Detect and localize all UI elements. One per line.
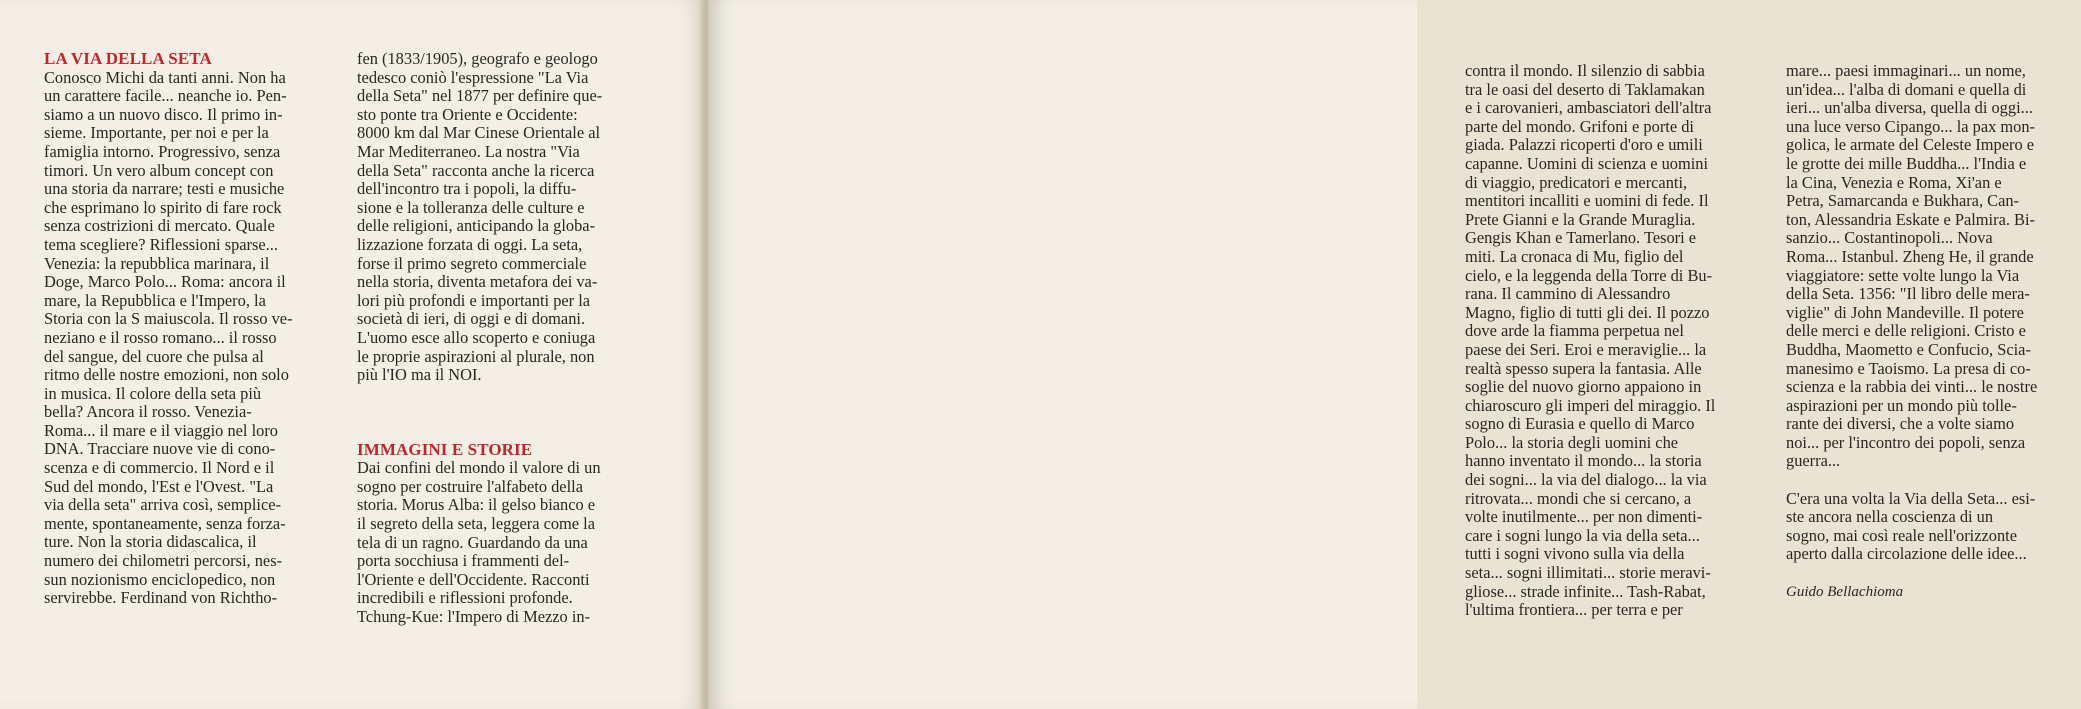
text-line: ieri... un'alba diversa, quella di oggi... [1786, 98, 2033, 118]
text-line: hanno inventato il mondo... la storia [1465, 451, 1702, 471]
left-page [0, 0, 706, 709]
text-line: Doge, Marco Polo... Roma: ancora il [44, 272, 286, 292]
text-line: famiglia intorno. Progressivo, senza [44, 141, 281, 161]
section-heading-via-della-seta: LA VIA DELLA SETA [44, 49, 212, 68]
text-line: incredibili e riflessioni profonde. [357, 588, 573, 608]
text-line: un carattere facile... neanche io. Pen- [44, 86, 287, 106]
text-line: capanne. Uomini di scienza e uomini [1465, 153, 1709, 173]
text-line: ste ancora nella coscienza di un [1786, 507, 1994, 527]
text-line: storia. Morus Alba: il gelso bianco e [357, 495, 596, 515]
author-signature: Guido Bellachioma [1786, 583, 1904, 600]
text-line: Sud del mondo, l'Est e l'Ovest. "La [44, 476, 274, 496]
text-line: golica, le armate del Celeste Impero e [1786, 135, 2035, 155]
text-line: una storia da narrare; testi e musiche [44, 179, 285, 199]
text-line: miti. La cronaca di Mu, figlio del [1465, 246, 1684, 266]
text-line: ritrovata... mondi che si cercano, a [1465, 488, 1692, 508]
text-line: l'ultima frontiera... per terra e per [1465, 600, 1683, 620]
text-line: nella storia, diventa metafora dei va- [357, 272, 598, 292]
text-line: viglie" di John Mandeville. Il potere [1786, 302, 2024, 322]
text-line: dei sogni... la via del dialogo... la via [1465, 470, 1707, 490]
text-line: aspirazioni per un mondo più tolle- [1786, 395, 2017, 415]
text-line: siamo a un nuovo disco. Il primo in- [44, 104, 283, 124]
text-line: Magno, figlio di tutti gli dei. Il pozzo [1465, 302, 1710, 322]
text-line: gliose... strade infinite... Tash-Rabat, [1465, 581, 1706, 601]
text-line: le proprie aspirazioni al plurale, non [357, 346, 595, 366]
text-line: timori. Un vero album concept con [44, 160, 274, 180]
text-line: della Seta" racconta anche la ricerca [357, 160, 595, 180]
text-line: sieme. Importante, per noi e per la [44, 123, 269, 143]
text-line: rante dei diversi, che a volte siamo [1786, 414, 2015, 434]
text-line: paese dei Seri. Eroi e meraviglie... la [1465, 339, 1707, 359]
text-line: della Seta" nel 1877 per definire que- [357, 86, 603, 106]
text-line: Dai confini del mondo il valore di un [357, 458, 601, 478]
text-line: lizzazione forzata di oggi. La seta, [357, 234, 583, 254]
column-2-text [357, 50, 649, 385]
column-2 [357, 50, 649, 627]
text-line: numero dei chilometri percorsi, nes- [44, 551, 283, 571]
text-line: dell'incontro tra i popoli, la diffu- [357, 179, 577, 199]
text-line: mente, spontaneamente, senza forza- [44, 513, 286, 533]
column-4-text [1786, 62, 2081, 471]
text-line: di viaggio, predicatori e mercanti, [1465, 172, 1688, 192]
text-line: scenza e di commercio. Il Nord e il [44, 458, 275, 478]
text-line: delle religioni, anticipando la globa- [357, 216, 596, 236]
text-line: Storia con la S maiuscola. Il rosso ve- [44, 309, 293, 329]
text-line: sogno di Eurasia e quello di Marco [1465, 414, 1695, 434]
text-line: volte inutilmente... per non dimenti- [1465, 507, 1703, 527]
text-line: bella? Ancora il rosso. Venezia- [44, 402, 252, 422]
text-line: viaggiatore: sette volte lungo la Via [1786, 265, 2020, 285]
text-line: manesimo e Taoismo. La presa di co- [1786, 358, 2031, 378]
text-line: porta socchiusa i frammenti del- [357, 551, 570, 571]
text-line: lori più profondi e importanti per la [357, 290, 591, 310]
text-line: scienza e la rabbia dei vinti... le nostre [1786, 377, 2038, 397]
spacer [1786, 471, 2081, 490]
text-line: care i sogni lungo la via della seta... [1465, 525, 1700, 545]
text-line: contra il mondo. Il silenzio di sabbia [1465, 61, 1705, 80]
text-line: sto ponte tra Oriente e Occidente: [357, 104, 578, 124]
text-line: Buddha, Maometto e Confucio, Scia- [1786, 339, 2031, 359]
text-line: aperto dalla circolazione delle idee... [1786, 544, 2027, 564]
text-line: Tchung-Kue: l'Impero di Mezzo in- [357, 607, 591, 627]
text-line: Roma... Istanbul. Zheng He, il grande [1786, 246, 2034, 266]
text-line: ritmo delle nostre emozioni, non solo [44, 365, 289, 385]
text-line: fen (1833/1905), geografo e geologo [357, 49, 598, 68]
spacer [357, 385, 649, 441]
text-line: DNA. Tracciare nuove vie di cono- [44, 439, 276, 459]
text-line: mentitori incalliti e uomini di fede. Il [1465, 191, 1709, 211]
text-line: sogno, mai così reale nell'orizzonte [1786, 525, 2017, 545]
spacer [1786, 564, 2081, 583]
column-4 [1786, 62, 2081, 601]
text-line: via della seta" arriva così, semplice- [44, 495, 281, 515]
text-line: Roma... il mare e il viaggio nel loro [44, 420, 278, 440]
text-line: C'era una volta la Via della Seta... esi- [1786, 488, 2036, 508]
text-line: guerra... [1786, 451, 1841, 471]
column-3-text [1465, 62, 1765, 620]
text-line: neziano e il rosso romano... il rosso [44, 327, 277, 347]
text-line: che esprimano lo spirito di fare rock [44, 197, 282, 217]
text-line: delle merci e delle religioni. Cristo e [1786, 321, 2026, 341]
text-line: ture. Non la storia didascalica, il [44, 532, 257, 552]
text-line: e i carovanieri, ambasciatori dell'altra [1465, 98, 1712, 118]
text-line: mare... paesi immaginari... un nome, [1786, 61, 2026, 80]
text-line: parte del mondo. Grifoni e porte di [1465, 116, 1694, 136]
text-line: chiaroscuro gli imperi del miraggio. Il [1465, 395, 1716, 415]
text-line: Mar Mediterraneo. La nostra "Via [357, 141, 580, 161]
text-line: una luce verso Cipango... la pax mon- [1786, 116, 2035, 136]
text-line: sun nozionismo enciclopedico, non [44, 569, 276, 589]
column-1-text [44, 69, 336, 608]
text-line: la Cina, Venezia e Roma, Xi'an e [1786, 172, 2002, 192]
text-line: sanzio... Costantinopoli... Nova [1786, 228, 1993, 248]
column-3 [1465, 62, 1765, 620]
text-line: società di ieri, di oggi e di domani. [357, 309, 586, 329]
text-line: Gengis Khan e Tamerlano. Tesori e [1465, 228, 1697, 248]
text-line: le grotte dei mille Buddha... l'India e [1786, 153, 2027, 173]
text-line: Petra, Samarcanda e Bukhara, Can- [1786, 191, 2020, 211]
text-line: il segreto della seta, leggera come la [357, 514, 596, 534]
text-line: sione e la tolleranza delle culture e [357, 197, 585, 217]
text-line: in musica. Il colore della seta più [44, 383, 262, 403]
text-line: della Seta. 1356: "Il libro delle mera- [1786, 284, 2030, 304]
text-line: sogno per costruire l'alfabeto della [357, 476, 583, 496]
text-line: Venezia: la repubblica marinara, il [44, 253, 270, 273]
text-line: Conosco Michi da tanti anni. Non ha [44, 67, 286, 87]
text-line: mare, la Repubblica e l'Impero, la [44, 290, 266, 310]
text-line: tela di un ragno. Guardando da una [357, 532, 588, 552]
text-line: tutti i sogni vivono sulla via della [1465, 544, 1685, 564]
text-line: 8000 km dal Mar Cinese Orientale al [357, 123, 601, 143]
right-page [708, 0, 2038, 709]
text-line: tedesco coniò l'espressione "La Via [357, 67, 589, 87]
text-line: rana. Il cammino di Alessandro [1465, 284, 1671, 304]
text-line: l'Oriente e dell'Occidente. Racconti [357, 569, 590, 589]
text-line: Prete Gianni e la Grande Muraglia. [1465, 209, 1696, 229]
text-line: L'uomo esce allo scoperto e coniuga [357, 327, 596, 347]
text-line: soglie del nuovo giorno appaiono in [1465, 377, 1702, 397]
text-line: tra le oasi del deserto di Taklamakan [1465, 79, 1705, 99]
text-line: ton, Alessandria Eskate e Palmira. Bi- [1786, 209, 2035, 229]
text-line: dove arde la fiamma perpetua nel [1465, 321, 1684, 341]
closing-paragraph [1786, 490, 2081, 564]
section-heading-immagini-e-storie: IMMAGINI E STORIE [357, 439, 533, 459]
column-2-text-continued [357, 459, 649, 626]
text-line: del sangue, del cuore che pulsa al [44, 346, 264, 366]
text-line: seta... sogni illimitati... storie meravi- [1465, 563, 1711, 583]
text-line: cielo, e la leggenda della Torre di Bu- [1465, 265, 1713, 285]
text-line: noi... per l'incontro dei popoli, senza [1786, 432, 2026, 452]
text-line: senza costrizioni di mercato. Quale [44, 216, 275, 236]
text-line: realtà spesso supera la fantasia. Alle [1465, 358, 1702, 378]
text-line: giada. Palazzi ricoperti d'oro e umili [1465, 135, 1703, 155]
text-line: un'idea... l'alba di domani e quella di [1786, 79, 2027, 99]
text-line: Polo... la storia degli uomini che [1465, 432, 1679, 452]
text-line: servirebbe. Ferdinand von Richtho- [44, 588, 278, 608]
text-line: più l'IO ma il NOI. [357, 365, 482, 385]
text-line: tema scegliere? Riflessioni sparse... [44, 234, 278, 254]
column-1 [44, 50, 336, 608]
text-line: forse il primo segreto commerciale [357, 253, 587, 273]
